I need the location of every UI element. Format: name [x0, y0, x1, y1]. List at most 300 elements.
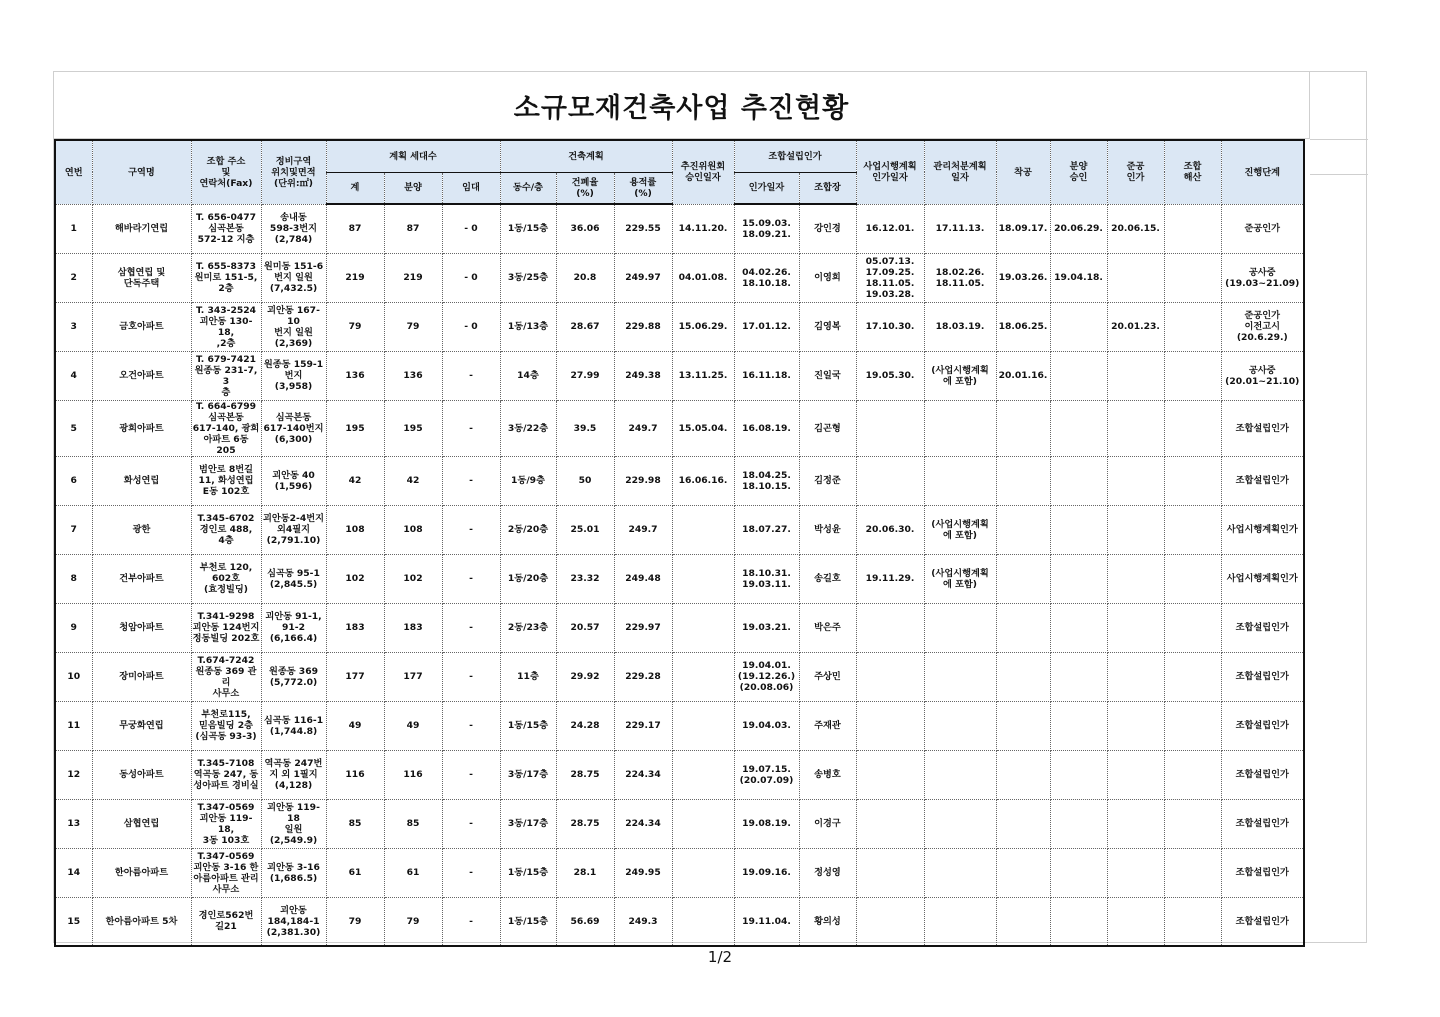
- cell-association-date: 19.04.01. (19.12.26.) (20.08.06): [734, 652, 799, 701]
- cell-association-head: 김곤형: [799, 400, 856, 456]
- cell-floors: 1동/9층: [500, 456, 556, 505]
- cell-coverage: 39.5: [556, 400, 614, 456]
- cell-construction: [996, 848, 1050, 897]
- cell-no: 6: [55, 456, 92, 505]
- cell-completion: [1107, 456, 1164, 505]
- cell-stage: 공사중 (19.03~21.09): [1221, 253, 1304, 302]
- cell-far: 229.28: [614, 652, 672, 701]
- cell-construction: [996, 505, 1050, 554]
- cell-sale-approval: 19.04.18.: [1050, 253, 1107, 302]
- cell-contact: T. 655-8373 원미로 151-5, 2층: [191, 253, 261, 302]
- side-column: [1310, 72, 1368, 942]
- cell-sale-approval: [1050, 652, 1107, 701]
- cell-stage: 조합설립인가: [1221, 456, 1304, 505]
- cell-association-date: 17.01.12.: [734, 302, 799, 351]
- cell-district: 건부아파트: [92, 554, 191, 603]
- cell-sale-approval: [1050, 701, 1107, 750]
- cell-district: 해바라기연립: [92, 204, 191, 253]
- cell-district: 광한: [92, 505, 191, 554]
- cell-committee: [672, 603, 734, 652]
- cell-committee: 04.01.08.: [672, 253, 734, 302]
- cell-households-sale: 79: [384, 897, 442, 946]
- header-no: 연번: [55, 140, 92, 204]
- cell-floors: 2동/20층: [500, 505, 556, 554]
- cell-district: 장미아파트: [92, 652, 191, 701]
- header-committee: 추진위원회 승인일자: [672, 140, 734, 204]
- cell-location: 괴안동 40 (1,596): [261, 456, 326, 505]
- table-row: [55, 204, 1304, 253]
- cell-households-rent: -: [442, 456, 500, 505]
- cell-households-total: 61: [326, 848, 384, 897]
- header-building: 건축계획: [500, 140, 672, 172]
- cell-disposal-plan: 18.02.26. 18.11.05.: [924, 253, 996, 302]
- cell-district: 오건아파트: [92, 351, 191, 400]
- cell-households-total: 108: [326, 505, 384, 554]
- cell-far: 229.97: [614, 603, 672, 652]
- header-building-coverage: 건폐율 (%): [556, 172, 614, 204]
- table-row: [55, 456, 1304, 505]
- cell-households-sale: 102: [384, 554, 442, 603]
- cell-households-total: 177: [326, 652, 384, 701]
- cell-district: 무궁화연립: [92, 701, 191, 750]
- cell-location: 심곡동 95-1 (2,845.5): [261, 554, 326, 603]
- cell-households-total: 183: [326, 603, 384, 652]
- cell-stage: 조합설립인가: [1221, 750, 1304, 799]
- cell-households-rent: - 0: [442, 204, 500, 253]
- cell-association-head: 정성영: [799, 848, 856, 897]
- cell-households-rent: -: [442, 652, 500, 701]
- status-table: [54, 139, 1305, 947]
- cell-far: 249.7: [614, 505, 672, 554]
- cell-disposal-plan: [924, 603, 996, 652]
- cell-coverage: 28.75: [556, 750, 614, 799]
- cell-construction: [996, 400, 1050, 456]
- cell-households-sale: 183: [384, 603, 442, 652]
- cell-dissolution: [1164, 603, 1221, 652]
- cell-floors: 1동/15층: [500, 701, 556, 750]
- cell-households-sale: 49: [384, 701, 442, 750]
- cell-association-date: 15.09.03. 18.09.21.: [734, 204, 799, 253]
- table-row: [55, 848, 1304, 897]
- cell-sale-approval: [1050, 505, 1107, 554]
- cell-construction: [996, 799, 1050, 848]
- cell-dissolution: [1164, 351, 1221, 400]
- cell-completion: [1107, 701, 1164, 750]
- cell-floors: 1동/13층: [500, 302, 556, 351]
- table-body: [55, 204, 1304, 946]
- cell-association-date: 19.11.04.: [734, 897, 799, 946]
- cell-households-rent: - 0: [442, 253, 500, 302]
- cell-dissolution: [1164, 456, 1221, 505]
- cell-households-rent: -: [442, 750, 500, 799]
- header-dissolution: 조합 해산: [1164, 140, 1221, 204]
- cell-completion: [1107, 799, 1164, 848]
- cell-households-total: 102: [326, 554, 384, 603]
- cell-far: 229.88: [614, 302, 672, 351]
- cell-completion: [1107, 400, 1164, 456]
- cell-stage: 공사중 (20.01~21.10): [1221, 351, 1304, 400]
- cell-association-head: 김정준: [799, 456, 856, 505]
- cell-households-rent: -: [442, 603, 500, 652]
- cell-project-approval: [856, 400, 924, 456]
- cell-stage: 조합설립인가: [1221, 652, 1304, 701]
- cell-sale-approval: [1050, 897, 1107, 946]
- cell-no: 15: [55, 897, 92, 946]
- cell-far: 249.48: [614, 554, 672, 603]
- cell-district: 한아름아파트 5차: [92, 897, 191, 946]
- table-row: [55, 897, 1304, 946]
- cell-stage: 조합설립인가: [1221, 603, 1304, 652]
- cell-construction: [996, 652, 1050, 701]
- cell-committee: [672, 505, 734, 554]
- cell-dissolution: [1164, 799, 1221, 848]
- cell-project-approval: [856, 652, 924, 701]
- cell-far: 224.34: [614, 799, 672, 848]
- header-construction: 착공: [996, 140, 1050, 204]
- cell-location: 괴안동2-4번지 외4필지 (2,791.10): [261, 505, 326, 554]
- cell-stage: 준공인가 이전고시 (20.6.29.): [1221, 302, 1304, 351]
- table-row: [55, 799, 1304, 848]
- cell-dissolution: [1164, 701, 1221, 750]
- header-association-date: 인가일자: [734, 172, 799, 204]
- cell-committee: 15.06.29.: [672, 302, 734, 351]
- cell-no: 9: [55, 603, 92, 652]
- cell-households-sale: 195: [384, 400, 442, 456]
- cell-coverage: 25.01: [556, 505, 614, 554]
- cell-location: 괴안동 91-1, 91-2 (6,166.4): [261, 603, 326, 652]
- cell-association-head: 박은주: [799, 603, 856, 652]
- cell-disposal-plan: [924, 652, 996, 701]
- cell-district: 화성연립: [92, 456, 191, 505]
- cell-location: 괴안동 3-16 (1,686.5): [261, 848, 326, 897]
- header-households-rent: 임대: [442, 172, 500, 204]
- cell-sale-approval: [1050, 400, 1107, 456]
- cell-far: 224.34: [614, 750, 672, 799]
- cell-association-head: 황의성: [799, 897, 856, 946]
- cell-project-approval: [856, 456, 924, 505]
- cell-dissolution: [1164, 302, 1221, 351]
- table-row: [55, 253, 1304, 302]
- cell-association-head: 주상민: [799, 652, 856, 701]
- cell-sale-approval: [1050, 799, 1107, 848]
- cell-association-head: 진일국: [799, 351, 856, 400]
- cell-location: 역곡동 247번 지 외 1필지 (4,128): [261, 750, 326, 799]
- cell-floors: 14층: [500, 351, 556, 400]
- cell-district: 한아름아파트: [92, 848, 191, 897]
- cell-association-head: 김영복: [799, 302, 856, 351]
- cell-district: 동성아파트: [92, 750, 191, 799]
- cell-households-total: 136: [326, 351, 384, 400]
- header-stage: 진행단계: [1221, 140, 1304, 204]
- cell-disposal-plan: (사업시행계획 에 포함): [924, 505, 996, 554]
- header-households-sale: 분양: [384, 172, 442, 204]
- cell-disposal-plan: [924, 400, 996, 456]
- cell-location: 괴안동 119-18 일원 (2,549.9): [261, 799, 326, 848]
- cell-sale-approval: [1050, 554, 1107, 603]
- cell-disposal-plan: [924, 456, 996, 505]
- cell-disposal-plan: 18.03.19.: [924, 302, 996, 351]
- cell-households-total: 219: [326, 253, 384, 302]
- header-disposal-plan: 관리처분계획 일자: [924, 140, 996, 204]
- cell-committee: [672, 848, 734, 897]
- header-households-total: 계: [326, 172, 384, 204]
- cell-construction: [996, 701, 1050, 750]
- cell-project-approval: 19.11.29.: [856, 554, 924, 603]
- cell-disposal-plan: (사업시행계획 에 포함): [924, 554, 996, 603]
- table-row: [55, 400, 1304, 456]
- page-number: 1/2: [707, 948, 733, 966]
- cell-households-total: 195: [326, 400, 384, 456]
- cell-far: 229.55: [614, 204, 672, 253]
- cell-project-approval: [856, 897, 924, 946]
- cell-association-date: 19.03.21.: [734, 603, 799, 652]
- cell-construction: 20.01.16.: [996, 351, 1050, 400]
- cell-contact: T.674-7242 원종동 369 관리 사무소: [191, 652, 261, 701]
- cell-households-total: 85: [326, 799, 384, 848]
- cell-dissolution: [1164, 400, 1221, 456]
- header-contact: 조합 주소 및 연락처(Fax): [191, 140, 261, 204]
- table-row: [55, 554, 1304, 603]
- title-band: [54, 72, 1310, 139]
- cell-sale-approval: [1050, 848, 1107, 897]
- cell-completion: [1107, 351, 1164, 400]
- cell-project-approval: 17.10.30.: [856, 302, 924, 351]
- cell-far: 249.7: [614, 400, 672, 456]
- cell-completion: [1107, 652, 1164, 701]
- header-project-approval: 사업시행계획 인가일자: [856, 140, 924, 204]
- cell-association-date: 19.09.16.: [734, 848, 799, 897]
- cell-association-head: 송길호: [799, 554, 856, 603]
- cell-coverage: 20.8: [556, 253, 614, 302]
- cell-stage: 조합설립인가: [1221, 897, 1304, 946]
- cell-households-total: 79: [326, 897, 384, 946]
- cell-committee: 13.11.25.: [672, 351, 734, 400]
- cell-no: 1: [55, 204, 92, 253]
- cell-association-head: 이경구: [799, 799, 856, 848]
- cell-households-sale: 85: [384, 799, 442, 848]
- cell-location: 괴안동 167-10 번지 일원 (2,369): [261, 302, 326, 351]
- cell-contact: 범안로 8번길 11, 화성연립 E동 102호: [191, 456, 261, 505]
- cell-coverage: 28.75: [556, 799, 614, 848]
- cell-no: 7: [55, 505, 92, 554]
- cell-completion: 20.06.15.: [1107, 204, 1164, 253]
- cell-far: 249.97: [614, 253, 672, 302]
- cell-association-date: 19.07.15. (20.07.09): [734, 750, 799, 799]
- cell-stage: 조합설립인가: [1221, 400, 1304, 456]
- cell-association-date: 19.08.19.: [734, 799, 799, 848]
- cell-disposal-plan: [924, 799, 996, 848]
- header-association: 조합설립인가: [734, 140, 856, 172]
- cell-dissolution: [1164, 848, 1221, 897]
- cell-association-head: 송병호: [799, 750, 856, 799]
- cell-district: 삼협연립: [92, 799, 191, 848]
- cell-disposal-plan: 17.11.13.: [924, 204, 996, 253]
- cell-project-approval: 19.05.30.: [856, 351, 924, 400]
- cell-no: 4: [55, 351, 92, 400]
- table-row: [55, 750, 1304, 799]
- cell-households-sale: 116: [384, 750, 442, 799]
- cell-households-sale: 79: [384, 302, 442, 351]
- header-building-floors: 동수/층: [500, 172, 556, 204]
- cell-construction: [996, 554, 1050, 603]
- cell-sale-approval: [1050, 302, 1107, 351]
- cell-stage: 조합설립인가: [1221, 701, 1304, 750]
- header-district: 구역명: [92, 140, 191, 204]
- cell-coverage: 28.1: [556, 848, 614, 897]
- cell-association-head: 강인경: [799, 204, 856, 253]
- cell-contact: T. 343-2524 괴안동 130-18, ,2층: [191, 302, 261, 351]
- cell-construction: [996, 456, 1050, 505]
- cell-completion: [1107, 848, 1164, 897]
- side-gridline: [1310, 174, 1368, 175]
- cell-sale-approval: [1050, 750, 1107, 799]
- cell-disposal-plan: (사업시행계획 에 포함): [924, 351, 996, 400]
- cell-association-head: 주재관: [799, 701, 856, 750]
- cell-households-sale: 42: [384, 456, 442, 505]
- cell-project-approval: 05.07.13. 17.09.25. 18.11.05. 19.03.28.: [856, 253, 924, 302]
- table-row: [55, 603, 1304, 652]
- cell-association-date: 04.02.26. 18.10.18.: [734, 253, 799, 302]
- cell-contact: T.347-0569 괴안동 3-16 한 아름아파트 관리 사무소: [191, 848, 261, 897]
- cell-disposal-plan: [924, 897, 996, 946]
- cell-no: 13: [55, 799, 92, 848]
- cell-contact: T.345-6702 경인로 488, 4층: [191, 505, 261, 554]
- table-row: [55, 652, 1304, 701]
- header-sale-approval: 분양 승인: [1050, 140, 1107, 204]
- cell-committee: 14.11.20.: [672, 204, 734, 253]
- cell-households-sale: 136: [384, 351, 442, 400]
- cell-stage: 사업시행계획인가: [1221, 554, 1304, 603]
- cell-households-total: 79: [326, 302, 384, 351]
- cell-no: 11: [55, 701, 92, 750]
- cell-location: 원미동 151-6 번지 일원 (7,432.5): [261, 253, 326, 302]
- cell-coverage: 56.69: [556, 897, 614, 946]
- cell-association-date: 18.04.25. 18.10.15.: [734, 456, 799, 505]
- cell-location: 심곡본동 617-140번지 (6,300): [261, 400, 326, 456]
- cell-far: 229.98: [614, 456, 672, 505]
- cell-floors: 1동/15층: [500, 848, 556, 897]
- cell-sale-approval: [1050, 603, 1107, 652]
- cell-households-sale: 108: [384, 505, 442, 554]
- cell-contact: T.341-9298 괴안동 124번지 정동빌딩 202호: [191, 603, 261, 652]
- side-gridline: [1310, 139, 1368, 140]
- cell-households-rent: -: [442, 799, 500, 848]
- cell-construction: 18.06.25.: [996, 302, 1050, 351]
- cell-floors: 1동/20층: [500, 554, 556, 603]
- cell-association-date: 16.08.19.: [734, 400, 799, 456]
- cell-location: 심곡동 116-1 (1,744.8): [261, 701, 326, 750]
- cell-project-approval: [856, 848, 924, 897]
- cell-coverage: 20.57: [556, 603, 614, 652]
- cell-households-total: 49: [326, 701, 384, 750]
- cell-contact: T. 664-6799 심곡본동 617-140, 광희 아파트 6동 205: [192, 400, 260, 456]
- cell-households-sale: 87: [384, 204, 442, 253]
- cell-committee: [672, 701, 734, 750]
- cell-floors: 3동/25층: [500, 253, 556, 302]
- cell-households-total: 116: [326, 750, 384, 799]
- cell-floors: 11층: [500, 652, 556, 701]
- cell-committee: [672, 750, 734, 799]
- cell-contact: 경인로562번 길21: [191, 897, 261, 946]
- cell-association-date: 18.07.27.: [734, 505, 799, 554]
- cell-project-approval: [856, 701, 924, 750]
- cell-completion: [1107, 505, 1164, 554]
- cell-association-date: 19.04.03.: [734, 701, 799, 750]
- cell-project-approval: [856, 799, 924, 848]
- cell-location: 괴안동 184,184-1 (2,381.30): [261, 897, 326, 946]
- cell-dissolution: [1164, 750, 1221, 799]
- cell-completion: [1107, 750, 1164, 799]
- cell-households-sale: 177: [384, 652, 442, 701]
- cell-committee: [672, 554, 734, 603]
- cell-completion: [1107, 603, 1164, 652]
- cell-floors: 3동/17층: [500, 799, 556, 848]
- cell-dissolution: [1164, 253, 1221, 302]
- cell-no: 2: [55, 253, 92, 302]
- cell-floors: 2동/23층: [500, 603, 556, 652]
- cell-location: 원종동 159-1 번지 (3,958): [261, 351, 326, 400]
- cell-coverage: 23.32: [556, 554, 614, 603]
- cell-far: 249.3: [614, 897, 672, 946]
- cell-households-sale: 61: [384, 848, 442, 897]
- cell-floors: 3동/17층: [500, 750, 556, 799]
- cell-households-rent: -: [442, 554, 500, 603]
- cell-far: 249.95: [614, 848, 672, 897]
- table-row: [55, 351, 1304, 400]
- cell-dissolution: [1164, 204, 1221, 253]
- cell-coverage: 50: [556, 456, 614, 505]
- cell-project-approval: 16.12.01.: [856, 204, 924, 253]
- cell-location: 원종동 369 (5,772.0): [261, 652, 326, 701]
- table-row: [55, 302, 1304, 351]
- cell-completion: [1107, 897, 1164, 946]
- cell-construction: [996, 897, 1050, 946]
- cell-dissolution: [1164, 897, 1221, 946]
- cell-sale-approval: [1050, 456, 1107, 505]
- header-location: 정비구역 위치및면적 (단위:㎡): [261, 140, 326, 204]
- cell-stage: 조합설립인가: [1221, 799, 1304, 848]
- header-households: 계획 세대수: [326, 140, 500, 172]
- spreadsheet-sheet: [53, 71, 1367, 943]
- cell-no: 10: [55, 652, 92, 701]
- cell-association-date: 18.10.31. 19.03.11.: [734, 554, 799, 603]
- cell-committee: [672, 652, 734, 701]
- cell-construction: [996, 603, 1050, 652]
- cell-coverage: 36.06: [556, 204, 614, 253]
- cell-committee: [672, 897, 734, 946]
- cell-no: 3: [55, 302, 92, 351]
- page-title: 소규모재건축사업 추진현황: [513, 92, 850, 124]
- cell-district: 삼협연립 및 단독주택: [92, 253, 191, 302]
- cell-no: 14: [55, 848, 92, 897]
- cell-committee: [672, 799, 734, 848]
- cell-households-rent: - 0: [442, 302, 500, 351]
- cell-completion: [1107, 253, 1164, 302]
- cell-contact: 부천로115, 믿음빌딩 2층 (심곡동 93-3): [191, 701, 261, 750]
- cell-dissolution: [1164, 652, 1221, 701]
- table-row: [55, 505, 1304, 554]
- cell-floors: 1동/15층: [500, 897, 556, 946]
- cell-households-sale: 219: [384, 253, 442, 302]
- cell-floors: 1동/15층: [500, 204, 556, 253]
- cell-sale-approval: [1050, 351, 1107, 400]
- cell-sale-approval: 20.06.29.: [1050, 204, 1107, 253]
- cell-location: 송내동 598-3번지 (2,784): [261, 204, 326, 253]
- cell-dissolution: [1164, 505, 1221, 554]
- cell-contact: T.345-7108 역곡동 247, 동 성아파트 경비실: [191, 750, 261, 799]
- cell-coverage: 29.92: [556, 652, 614, 701]
- header-building-far: 용적률 (%): [614, 172, 672, 204]
